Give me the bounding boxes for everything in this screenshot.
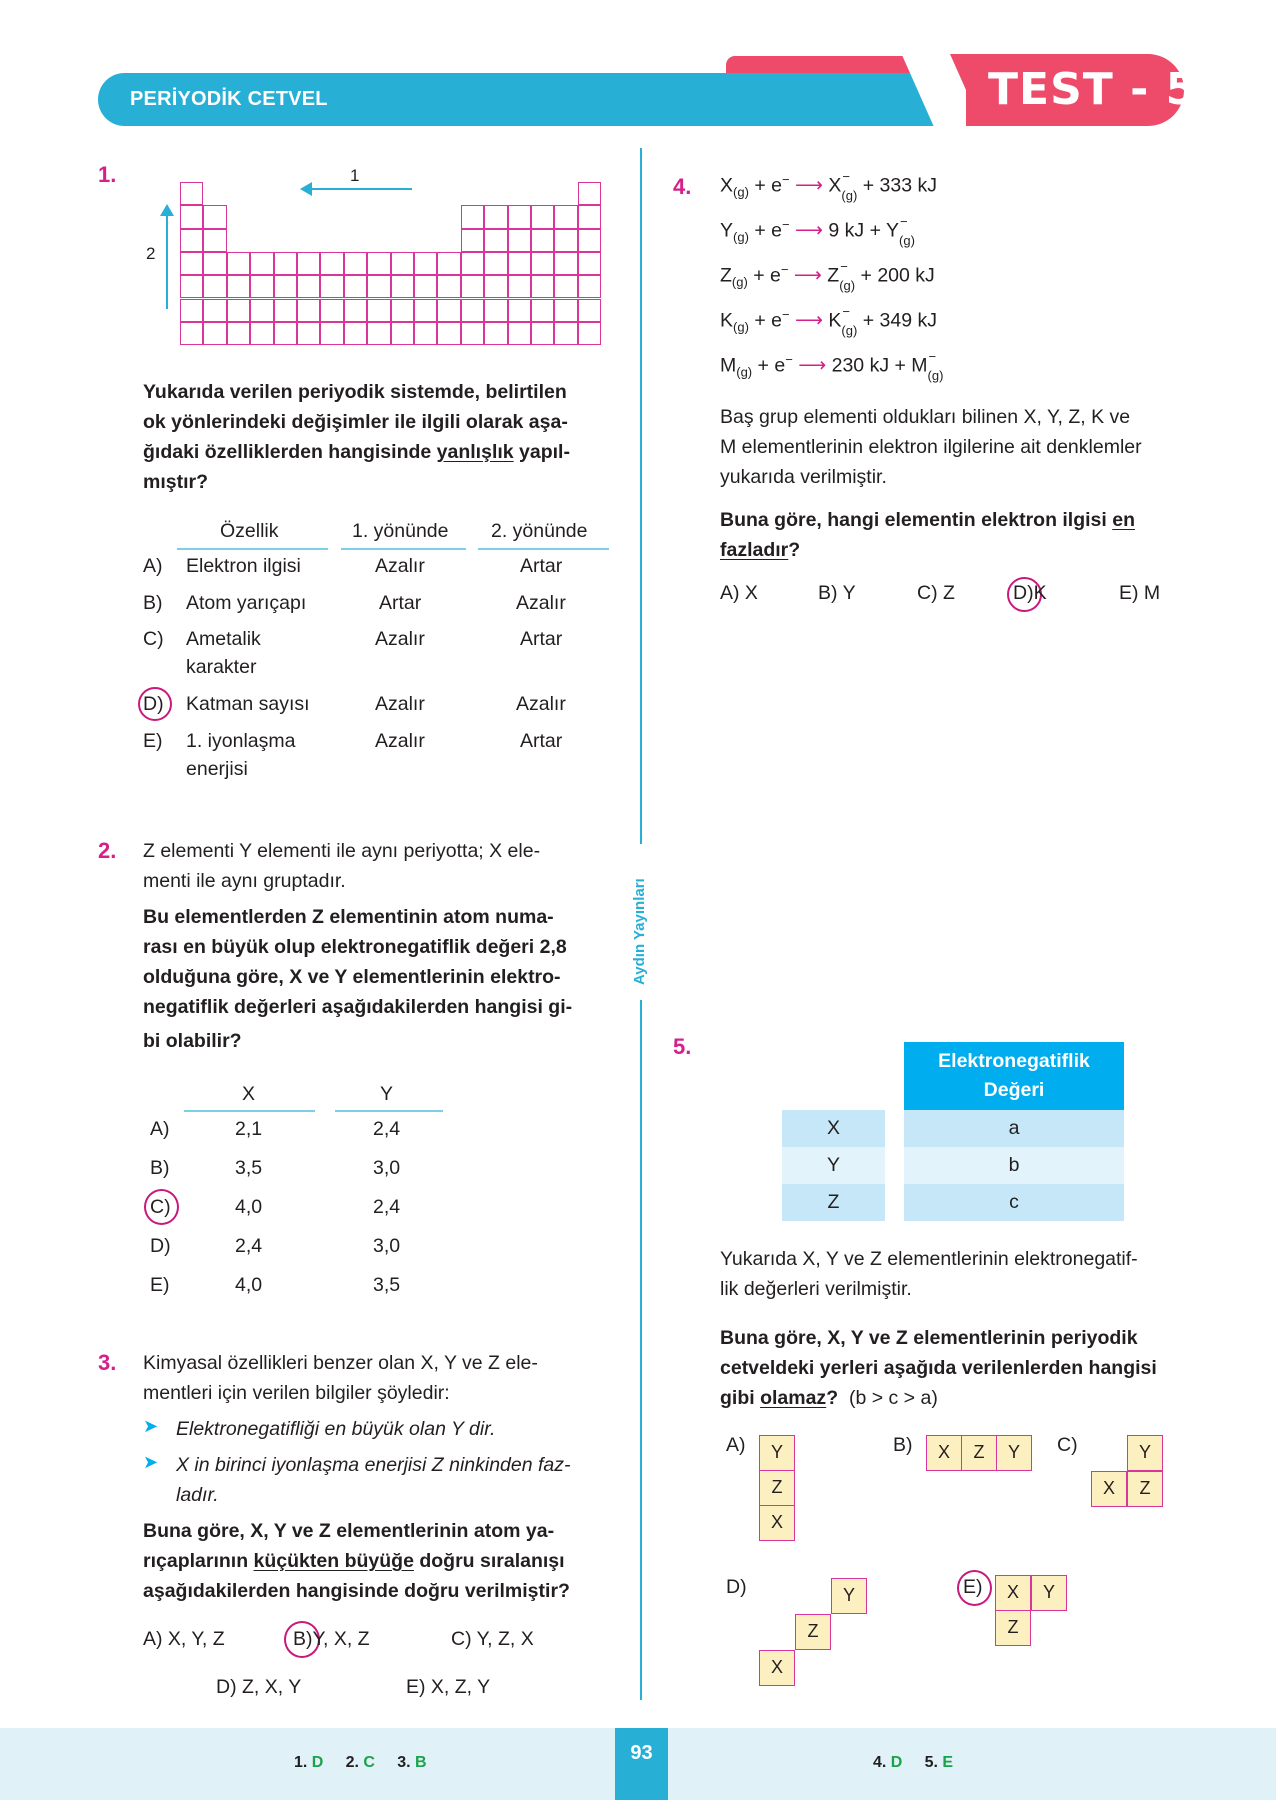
q5-info-line: lik değerleri verilmiştir. [720,1278,912,1300]
periodic-table-cell [578,205,601,228]
periodic-table-cell [531,205,554,228]
option-text: K [1033,582,1047,604]
periodic-table-cell [508,229,531,252]
header-underline [478,548,609,550]
periodic-table-cell [297,275,320,298]
periodic-table-cell [344,299,367,322]
text: ğıdaki özelliklerden hangisinde [143,441,437,463]
option-text: Z, X, Y [242,1676,302,1698]
element-box: Z [795,1614,831,1650]
answer-value: D [311,1754,324,1771]
periodic-table-cell [554,322,577,345]
q1-stem-line: Yukarıda verilen periyodik sistemde, belirtilen [143,381,567,403]
option-key: A) [143,1628,163,1650]
periodic-table-cell [484,275,507,298]
option-y: 2,4 [373,1118,401,1140]
q5-info [720,1244,1190,1304]
periodic-table-cell [578,229,601,252]
q5-stem-line [720,1383,1190,1413]
option-key[interactable]: A) [150,1118,170,1140]
arrow-left-icon [300,182,312,196]
periodic-table-cell [461,205,484,228]
option-key: E) [406,1676,426,1698]
periodic-table-cell [461,322,484,345]
option-e[interactable] [406,1676,490,1699]
periodic-table-cell [391,252,414,275]
element-cell: Z [782,1184,885,1221]
underlined-keyword: olamaz [760,1387,827,1409]
q2-col-header: X [242,1083,256,1105]
periodic-table-cell [274,299,297,322]
option-key[interactable]: B) [893,1434,913,1456]
periodic-table-cell [461,229,484,252]
option-x: 3,5 [235,1157,263,1179]
header-line: Elektronegatiflik [938,1050,1090,1072]
option-property: Elektron ilgisi [186,555,301,577]
periodic-table-cell [437,322,460,345]
answer-key-left [294,1754,427,1772]
q1-stem-line: ok yönlerindeki değişimler ile ilgili olarak aşa- [143,411,568,433]
q1-stem-line: mıştır? [143,471,209,493]
periodic-table-cell [203,299,226,322]
q1-stem-line [143,437,609,467]
option-key: B) [293,1628,313,1650]
option-property: Ametalik [186,628,261,650]
option-key[interactable]: C) [150,1196,171,1218]
option-text: X [744,582,758,604]
question-number: 5. [673,1034,692,1059]
periodic-table-cell [461,275,484,298]
q1-col-header: Özellik [220,520,279,542]
periodic-table-cell [203,229,226,252]
arrow-1-label: 1 [350,166,360,185]
answer-value: D [890,1754,903,1771]
underlined-keyword: yanlışlık [436,441,514,463]
periodic-table-cell [578,322,601,345]
periodic-table-cell [367,275,390,298]
q4-info-line: yukarıda verilmiştir. [720,466,887,488]
periodic-table-cell [531,322,554,345]
text: yapıl- [513,441,570,463]
periodic-table-cell [227,322,250,345]
option-key[interactable]: C) [143,628,164,650]
column-divider [640,148,642,844]
q1-col-header: 1. yönünde [352,520,449,542]
periodic-table-cell [297,322,320,345]
periodic-table-cell [508,252,531,275]
periodic-table-cell [578,299,601,322]
option-c[interactable] [917,582,955,605]
q3-bullet-line: X in birinci iyonlaşma enerjisi Z ninkinden faz- [176,1454,571,1476]
q3-info-line: mentleri için verilen bilgiler şöyledir: [143,1382,450,1404]
periodic-table-cell [227,252,250,275]
periodic-table-cell [367,322,390,345]
header-underline [177,548,328,550]
option-key: E) [1119,582,1139,604]
periodic-table-cell [508,275,531,298]
option-b[interactable] [818,582,856,605]
option-property: 1. iyonlaşma [186,730,296,752]
periodic-table-cell [367,299,390,322]
periodic-table-cell [578,275,601,298]
periodic-table-cell [531,299,554,322]
periodic-table-cell [250,322,273,345]
q2-stem-line: rası en büyük olup elektronegatiflik değeri 2,8 [143,936,567,958]
periodic-table-cell [320,322,343,345]
option-property-line2: enerjisi [186,758,248,780]
periodic-table-cell [554,275,577,298]
element-box: X [759,1505,795,1541]
answer-key-right [873,1754,953,1772]
option-text: Y [842,582,856,604]
answer-q: 1. [294,1754,308,1771]
option-key[interactable]: D) [726,1576,747,1598]
q3-info-line: Kimyasal özellikleri benzer olan X, Y ve Z ele- [143,1352,538,1374]
option-x: 4,0 [235,1274,263,1296]
periodic-table-cell [180,182,203,205]
column-divider-lower [640,1000,642,1700]
element-box: X [759,1650,795,1686]
answer-q: 2. [345,1754,359,1771]
periodic-table-cell [180,205,203,228]
periodic-table-cell [320,252,343,275]
arrow-up-icon [160,204,174,216]
periodic-table-cell [344,252,367,275]
equation-row: $X_{(g)} + e^-$ ⟶ X − $_{(g)}$ + 333 kJ [720,168,937,204]
periodic-table-cell [180,322,203,345]
periodic-table-cell [484,229,507,252]
periodic-table-cell [180,252,203,275]
periodic-table-cell [414,322,437,345]
periodic-table-cell [484,299,507,322]
q1-stem [143,377,609,497]
option-x: 2,4 [235,1235,263,1257]
q2-stem-line: bi olabilir? [143,1030,242,1052]
option-key: B) [818,582,838,604]
q4-stem-line [720,505,1190,535]
option-d[interactable] [1013,582,1047,605]
periodic-table-cell [203,322,226,345]
answer-value: B [414,1754,427,1771]
periodic-table-cell [531,252,554,275]
q4-info [720,402,1186,492]
question-number: 2. [98,838,117,863]
q4-info-line: M elementlerinin elektron ilgilerine ait denklemler [720,436,1142,458]
q4-info-line: Baş grup elementi oldukları bilinen X, Y, Z, K ve [720,406,1131,428]
q3-stem-line: aşağıdakilerden hangisinde doğru verilmiştir? [143,1580,570,1602]
option-key[interactable]: A) [143,555,163,577]
element-box: Y [996,1435,1032,1471]
option-key[interactable]: B) [150,1157,170,1179]
periodic-table-cell [180,299,203,322]
option-property: Atom yarıçapı [186,592,307,614]
periodic-table-cell [391,322,414,345]
periodic-table-cell [250,252,273,275]
option-key[interactable]: D) [143,693,164,715]
periodic-table-cell [391,275,414,298]
option-key: C) [451,1628,472,1650]
option-key: D) [1013,582,1034,604]
answer-q: 3. [397,1754,411,1771]
section-title: PERİYODİK CETVEL [130,88,328,110]
bullet-arrow-icon: ➤ [143,1452,159,1472]
periodic-table-cell [437,275,460,298]
periodic-table-cell [274,322,297,345]
q2-stem-line: olduğuna göre, X ve Y elementlerinin elektro- [143,966,561,988]
option-text: Z [943,582,955,604]
periodic-table-cell [227,275,250,298]
periodic-table-cell [508,299,531,322]
value-cell: a [904,1110,1124,1147]
periodic-table-cell [414,252,437,275]
header-underline [184,1110,315,1112]
header-underline [341,548,466,550]
option-dir2: Artar [520,555,563,577]
periodic-table-cell [554,205,577,228]
option-dir2: Artar [520,628,563,650]
periodic-table-cell [578,252,601,275]
option-b[interactable] [293,1628,370,1651]
question-number: 1. [98,162,117,187]
value-cell: c [904,1184,1124,1221]
element-box: Z [961,1435,997,1471]
underlined-keyword: küçükten büyüğe [253,1550,414,1572]
answer-value: C [363,1754,375,1771]
option-text: Y, X, Z [312,1628,370,1650]
option-x: 4,0 [235,1196,263,1218]
equation-row: $Y_{(g)} + e^-$ ⟶ 9 kJ + Y − $_{(g)}$ [720,213,915,249]
q4-stem [720,505,1190,565]
periodic-table-cell [274,275,297,298]
option-key[interactable]: E) [963,1576,983,1598]
option-key[interactable]: B) [143,592,163,614]
periodic-table-cell [531,229,554,252]
q3-bullet-line: ladır. [176,1484,219,1506]
periodic-table-cell [320,275,343,298]
page-number: 93 [615,1728,668,1800]
question-number: 3. [98,1350,117,1375]
test-label: TEST - 5 [988,64,1198,115]
arrow-2-line [166,212,168,309]
publisher-brand: Aydın Yayınları [631,878,648,985]
q5-info-line: Yukarıda X, Y ve Z elementlerinin elektronegatif- [720,1248,1138,1270]
equation-row: $Z_{(g)} + e^-$ ⟶ Z − $_{(g)}$ + 200 kJ [720,258,935,294]
arrow-1-line [306,188,412,190]
option-dir1: Artar [379,592,422,614]
header-underline [335,1110,443,1112]
answer-value: E [942,1754,954,1771]
q5-stem-line: cetveldeki yerleri aşağıda verilenlerden hangisi [720,1357,1157,1379]
periodic-table-cell [414,299,437,322]
q3-stem-line [143,1546,613,1576]
periodic-table-cell [554,229,577,252]
bullet-arrow-icon: ➤ [143,1416,159,1436]
text: rıçaplarının [143,1550,254,1572]
text: doğru sıralanışı [413,1550,565,1572]
element-box: Y [1127,1435,1163,1471]
text: Buna göre, hangi elementin elektron ilgisi [720,509,1113,531]
periodic-table-cell [297,299,320,322]
periodic-table-cell [578,182,601,205]
answer-q: 4. [873,1754,887,1771]
periodic-table-cell [437,252,460,275]
periodic-table-cell [297,252,320,275]
option-dir1: Azalır [375,628,425,650]
header-line: Değeri [983,1079,1045,1101]
element-box: Z [759,1470,795,1506]
option-dir2: Azalır [516,592,566,614]
text: ? [826,1387,839,1409]
periodic-table-cell [203,275,226,298]
option-text: M [1143,582,1161,604]
q2-stem-line: Bu elementlerden Z elementinin atom numa- [143,906,554,928]
value-cell: b [904,1147,1124,1184]
q1-col-header: 2. yönünde [491,520,588,542]
option-e[interactable] [1119,582,1160,605]
option-dir2: Azalır [516,693,566,715]
electronegativity-header [904,1042,1124,1110]
option-x: 2,1 [235,1118,263,1140]
element-box: Y [831,1578,867,1614]
periodic-table-cell [414,275,437,298]
periodic-table-cell [227,299,250,322]
q3-info [143,1348,609,1408]
option-a[interactable] [720,582,758,605]
condition-text: (b > c > a) [848,1387,938,1409]
option-dir1: Azalır [375,730,425,752]
element-box: Y [759,1435,795,1471]
q4-stem-line [720,535,1190,565]
periodic-table-cell [391,299,414,322]
periodic-table-cell [531,275,554,298]
periodic-table-cell [250,275,273,298]
option-key[interactable]: E) [150,1274,170,1296]
option-key: D) [216,1676,237,1698]
option-y: 2,4 [373,1196,401,1218]
element-box: Z [995,1610,1031,1646]
option-dir1: Azalır [375,555,425,577]
q3-bullet [176,1450,616,1510]
element-box: Y [1031,1575,1067,1611]
periodic-table-cell [461,299,484,322]
periodic-table-cell [250,299,273,322]
arrow-2-label: 2 [146,244,156,263]
option-key: A) [720,582,740,604]
element-box: X [926,1435,962,1471]
option-y: 3,5 [373,1274,401,1296]
q2-info-line: menti ile aynı gruptadır. [143,870,346,892]
periodic-table-cell [461,252,484,275]
text: ? [788,539,801,561]
option-text: Y, Z, X [476,1628,534,1650]
periodic-table-cell [484,322,507,345]
option-key[interactable]: E) [143,730,163,752]
periodic-table-cell [508,322,531,345]
option-c[interactable] [451,1628,534,1651]
option-a[interactable] [143,1628,225,1651]
question-number: 4. [673,174,692,199]
option-y: 3,0 [373,1157,401,1179]
option-property-line2: karakter [186,656,257,678]
periodic-table-cell [344,275,367,298]
element-box: X [1091,1471,1127,1507]
answer-q: 5. [924,1754,938,1771]
periodic-table-cell [484,252,507,275]
periodic-table-cell [554,252,577,275]
periodic-table-cell [367,252,390,275]
q2-info [143,836,609,896]
periodic-table-cell [274,252,297,275]
q2-col-header: Y [380,1083,394,1105]
periodic-table-cell [437,299,460,322]
option-key[interactable]: C) [1057,1434,1078,1456]
q3-stem-line: Buna göre, X, Y ve Z elementlerinin atom ya- [143,1520,555,1542]
periodic-table-cell [180,229,203,252]
q3-bullet: Elektronegatifliği en büyük olan Y dir. [176,1418,496,1440]
element-box: X [995,1575,1031,1611]
periodic-table-cell [344,322,367,345]
option-y: 3,0 [373,1235,401,1257]
option-text: X, Y, Z [167,1628,225,1650]
equation-row: $K_{(g)} + e^-$ ⟶ K − $_{(g)}$ + 349 kJ [720,303,937,339]
q2-stem-line: negatiflik değerleri aşağıdakilerden hangisi gi- [143,996,573,1018]
underlined-keyword: fazladır [720,539,789,561]
option-text: X, Z, Y [430,1676,491,1698]
periodic-table-cell [203,252,226,275]
option-dir2: Artar [520,730,563,752]
option-key[interactable]: D) [150,1235,171,1257]
periodic-table-cell [508,205,531,228]
periodic-table-cell [180,275,203,298]
option-d[interactable] [216,1676,301,1699]
option-dir1: Azalır [375,693,425,715]
periodic-table-cell [203,205,226,228]
element-cell: Y [782,1147,885,1184]
underlined-keyword: en [1112,509,1136,531]
q2-stem [143,902,613,1056]
q5-stem-line: Buna göre, X, Y ve Z elementlerinin periyodik [720,1327,1138,1349]
option-key[interactable]: A) [726,1434,746,1456]
periodic-table-cell [554,299,577,322]
text: gibi [720,1387,761,1409]
element-cell: X [782,1110,885,1147]
option-property: Katman sayısı [186,693,310,715]
q2-info-line: Z elementi Y elementi ile aynı periyotta; X ele- [143,840,541,862]
element-box: Z [1127,1471,1163,1507]
option-key: C) [917,582,938,604]
q3-stem [143,1516,613,1606]
equation-row: $M_{(g)} + e^-$ ⟶ 230 kJ + M − $_{(g)}$ [720,348,944,384]
periodic-table-cell [320,299,343,322]
periodic-table-cell [484,205,507,228]
q5-stem [720,1323,1190,1413]
